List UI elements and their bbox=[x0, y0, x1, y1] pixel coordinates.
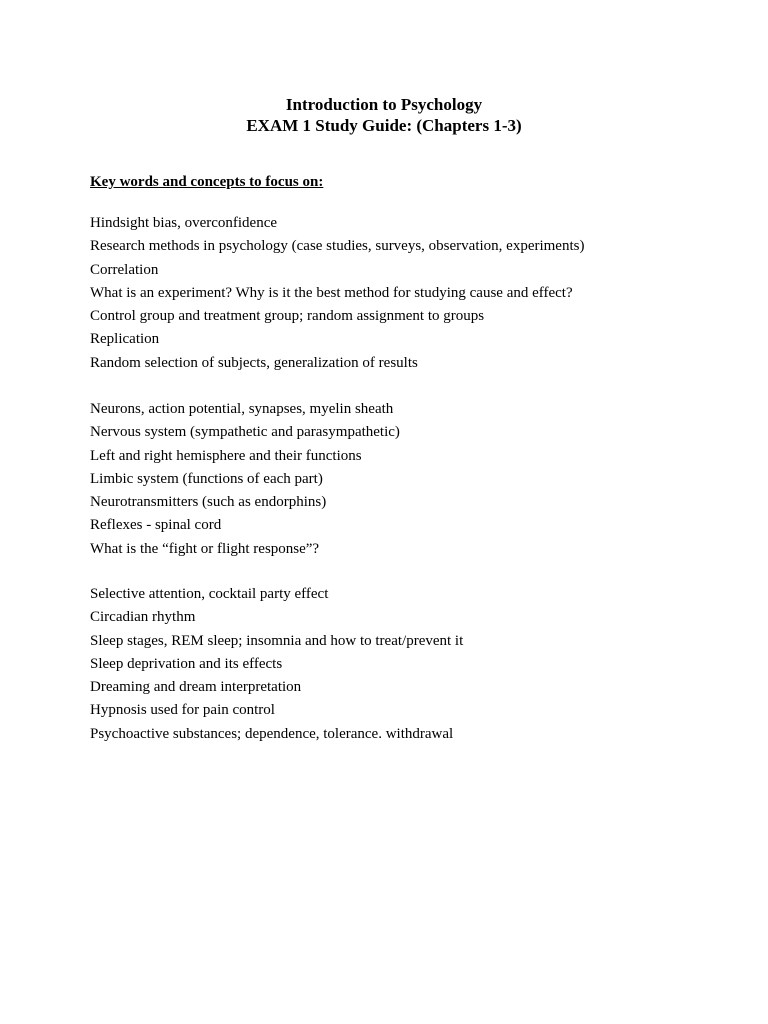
list-item: Psychoactive substances; dependence, tolerance. withdrawal bbox=[90, 725, 454, 742]
list-item: Sleep stages, REM sleep; insomnia and how to treat/prevent it bbox=[90, 632, 464, 649]
list-item: Control group and treatment group; random assignment to groups bbox=[90, 308, 485, 325]
list-item: Neurons, action potential, synapses, myelin sheath bbox=[90, 401, 394, 417]
topic-group-biology bbox=[90, 398, 400, 561]
list-item: Replication bbox=[90, 331, 160, 348]
list-item: Nervous system (sympathetic and parasympathetic) bbox=[90, 424, 400, 441]
list-item: Sleep deprivation and its effects bbox=[90, 655, 283, 672]
list-item: Correlation bbox=[90, 261, 159, 278]
section-heading: Key words and concepts to focus on: bbox=[90, 174, 324, 190]
list-item: Reflexes - spinal cord bbox=[90, 517, 222, 534]
list-item: What is the “fight or flight response”? bbox=[90, 540, 320, 557]
topic-group-consciousness bbox=[90, 583, 463, 746]
topic-group-research bbox=[90, 212, 584, 375]
list-item: Circadian rhythm bbox=[90, 609, 196, 626]
list-item: Dreaming and dream interpretation bbox=[90, 679, 302, 696]
list-item: What is an experiment? Why is it the best method for studying cause and effect? bbox=[90, 284, 573, 301]
list-item: Random selection of subjects, generalization of results bbox=[90, 354, 418, 371]
list-item: Hindsight bias, overconfidence bbox=[90, 215, 278, 231]
document-title: Introduction to Psychology bbox=[285, 95, 483, 114]
list-item: Selective attention, cocktail party effect bbox=[90, 586, 329, 602]
list-item: Research methods in psychology (case studies, surveys, observation, experiments) bbox=[90, 238, 585, 255]
document-subtitle: EXAM 1 Study Guide: (Chapters 1-3) bbox=[246, 116, 522, 135]
list-item: Left and right hemisphere and their functions bbox=[90, 447, 362, 464]
list-item: Neurotransmitters (such as endorphins) bbox=[90, 494, 327, 511]
list-item: Limbic system (functions of each part) bbox=[90, 470, 323, 487]
list-item: Hypnosis used for pain control bbox=[90, 702, 275, 719]
